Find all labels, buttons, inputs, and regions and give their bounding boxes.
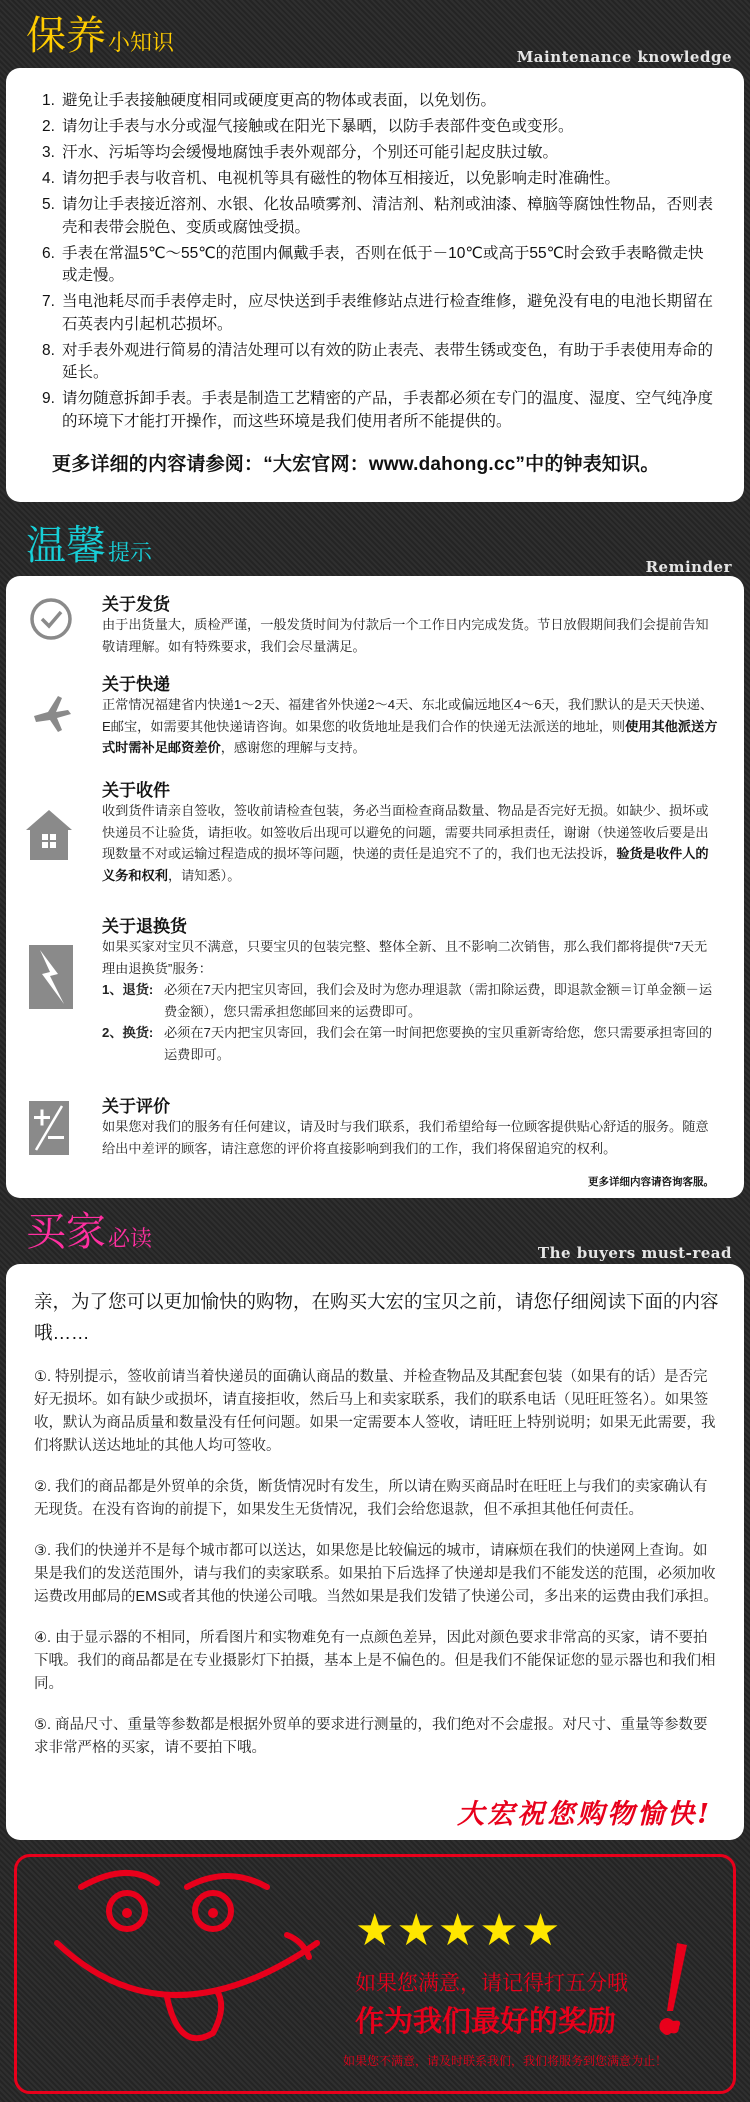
maintenance-header xyxy=(0,8,750,64)
review-block xyxy=(6,1096,744,1172)
reminder-title-en: Reminder xyxy=(645,558,732,576)
shipping-block xyxy=(6,590,744,660)
lightning-bolt-icon xyxy=(28,944,74,1010)
returns-intro: 如果买家对宝贝不满意，只要宝贝的包装完整、整体全新、且不影响二次销售，那么我们都将提供“7天无理由退换货”服务： xyxy=(102,939,708,976)
item-text: 请勿把手表与收音机、电视机等具有磁性的物体互相接近，以免影响走时准确性。 xyxy=(62,170,621,187)
buyers-title-en: The buyers must-read xyxy=(537,1244,732,1262)
item-text: 请勿随意拆卸手表。手表是制造工艺精密的产品，手表都必须在专门的温度、湿度、空气纯净度的环境下才能打开操作，而这些环境是我们使用者所不能提供的。 xyxy=(62,390,714,430)
reminder-header xyxy=(0,518,750,574)
shipping-title: 关于发货 xyxy=(102,595,170,614)
item-number: 2. xyxy=(42,118,55,135)
receipt-body-end: ，请知悉）。 xyxy=(167,867,241,883)
more-info-link-text: 更多详细的内容请参阅：“大宏官网：www.dahong.cc”中的钟表知识。 xyxy=(52,454,660,475)
list-item xyxy=(42,168,716,191)
contact-us-note: 如果您不满意，请及时联系我们，我们将服务到您满意为止！ xyxy=(343,2054,668,2068)
rating-banner xyxy=(14,1854,736,2094)
receipt-body-highlight: 验货是收件人的义务和权利 xyxy=(102,846,709,883)
refund-text: 必须在7天内把宝贝寄回，我们会及时为您办理退款（需扣除运费，即退款金额＝订单金额－运费金额），您只需承担您邮回来的运费即可。 xyxy=(164,982,713,1019)
buyers-paragraph: ①. 特别提示，签收前请当着快递员的面确认商品的数量、并检查物品及其配套包装（如果有的话）是否完好无损坏。如有缺少或损坏，请直接拒收，然后马上和卖家联系，我们的联系电话（见旺旺签名）。如果签收，默认为商品质量和数量没有任何问题。如果一定需要本人签收，请旺旺上特别说明；如果无此需要，我们将默认送达地址的其他人均可签收。 xyxy=(34,1369,716,1454)
star-icon: ★ xyxy=(396,1906,436,1955)
maintenance-list xyxy=(42,90,716,433)
exclamation-icon xyxy=(653,1941,693,2041)
shipping-body: 由于出货量大，质检严谨，一般发货时间为付款后一个工作日内完成发货。节日放假期间我们会提前告知敬请理解。如有特殊要求，我们会尽量满足。 xyxy=(102,617,709,654)
returns-body xyxy=(102,936,718,1065)
returns-item-exchange xyxy=(102,1022,718,1065)
item-number: 4. xyxy=(42,170,55,187)
buyers-paragraph: ④. 由于显示器的不相同，所看图片和实物难免有一点颜色差异，因此对颜色要求非常高的买家，请不要拍下哦。我们的商品都是在专业摄影灯下拍摄，基本上是不偏色的。但是我们不能保证您的显示器也和我们相同。 xyxy=(34,1630,716,1692)
list-item xyxy=(42,388,716,433)
returns-block xyxy=(6,914,744,1064)
buyers-title-big: 买家 xyxy=(26,1209,106,1255)
returns-title: 关于退换货 xyxy=(102,917,187,936)
buyers-paragraph: ②. 我们的商品都是外贸单的余货，断货情况时有发生，所以请在购买商品时在旺旺上与我们的卖家确认有无现货。在没有咨询的前提下，如果发生无货情况，我们会给您退款，但不承担其他任何责任。 xyxy=(34,1479,708,1518)
maintenance-title-small: 小知识 xyxy=(108,31,175,56)
returns-item-refund xyxy=(102,979,718,1022)
buyers-title-small: 必读 xyxy=(108,1227,153,1252)
item-number: 5. xyxy=(42,196,55,213)
review-title: 关于评价 xyxy=(102,1097,170,1116)
list-item xyxy=(42,142,716,165)
star-icon: ★ xyxy=(355,1906,395,1955)
exchange-label: 2、换货: xyxy=(102,1025,154,1040)
receipt-block xyxy=(6,778,744,898)
buyers-paragraph: ⑤. 商品尺寸、重量等参数都是根据外贸单的要求进行测量的，我们绝对不会虚报。对尺寸、重量等参数要求非常严格的买家，请不要拍下哦。 xyxy=(34,1717,708,1756)
list-item xyxy=(42,340,716,385)
item-text: 请勿让手表接近溶剂、水银、化妆品喷雾剂、清洁剂、粘剂或油漆、樟脑等腐蚀性物品，否则表壳和表带会脱色、变质或腐蚀受损。 xyxy=(62,196,714,236)
list-item xyxy=(42,194,716,239)
item-number: 7. xyxy=(42,293,55,310)
checkmark-circle-icon xyxy=(28,596,74,642)
maintenance-title-en: Maintenance knowledge xyxy=(516,48,732,66)
refund-label: 1、退货: xyxy=(102,982,154,997)
buyers-header xyxy=(0,1204,750,1260)
plus-minus-icon xyxy=(28,1100,70,1156)
buyers-intro: 亲，为了您可以更加愉快的购物，在购买大宏的宝贝之前，请您仔细阅读下面的内容哦…… xyxy=(34,1291,719,1343)
item-number: 8. xyxy=(42,341,55,359)
reminder-title-small: 提示 xyxy=(108,541,153,566)
item-text: 当电池耗尽而手表停走时，应尽快送到手表维修站点进行检查维修，避免没有电的电池长期留在石英表内引起机芯损坏。 xyxy=(62,293,714,333)
reminder-card xyxy=(6,576,744,1198)
item-number: 3. xyxy=(42,144,55,161)
airplane-icon xyxy=(28,690,74,736)
express-body-highlight: 使用其他派送方式时需补足邮资差价 xyxy=(102,718,718,755)
express-block xyxy=(6,672,744,772)
item-text: 汗水、污垢等均会缓慢地腐蚀手表外观部分，个别还可能引起皮肤过敏。 xyxy=(62,144,559,161)
item-number: 6. xyxy=(42,244,55,262)
maintenance-title-big: 保养 xyxy=(26,13,106,59)
list-item xyxy=(42,116,716,139)
receipt-body-text: 收到货件请亲自签收，签收前请检查包装，务必当面检查商品数量、物品是否完好无损。如缺少、损坏或快递员不让验货，请拒收。如签收后出现可以避免的问题，需要共同承担责任，谢谢（快递签收后要是出现数量不对或运输过程造成的损坏等问题，快递的责任是追究不了的，我们也无法投诉， xyxy=(102,803,709,861)
express-body-end: ，感谢您的理解与支持。 xyxy=(220,740,366,755)
item-text: 手表在常温5℃～55℃的范围内佩戴手表，否则在低于－10℃或高于55℃时会致手表略微走快或走慢。 xyxy=(62,244,704,284)
five-star-rating xyxy=(355,1906,562,1955)
item-number: 9. xyxy=(42,390,55,407)
item-text: 避免让手表接触硬度相同或硬度更高的物体或表面，以免划伤。 xyxy=(62,92,497,109)
list-item xyxy=(42,90,716,113)
list-item xyxy=(42,291,716,336)
star-icon: ★ xyxy=(520,1906,561,1955)
receipt-body xyxy=(102,800,718,886)
star-icon: ★ xyxy=(479,1906,519,1955)
rating-prompt: 如果您满意，请记得打五分哦 xyxy=(355,1972,628,1995)
express-title: 关于快递 xyxy=(102,675,170,694)
buyers-card xyxy=(6,1264,744,1840)
buyers-paragraph: ③. 我们的快递并不是每个城市都可以送达，如果您是比较偏远的城市，请麻烦在我们的快递网上查询。如果是我们的发送范围外，请与我们的卖家联系。如果拍下后选择了快递却是我们不能发送的范围，必须加收运费改用邮局的EMS或者其他的快递公司哦。当然如果是我们发错了快递公司，多出来的运费由我们承担。 xyxy=(34,1543,718,1605)
more-info-note: 更多详细内容请咨询客服。 xyxy=(588,1176,714,1188)
item-number: 1. xyxy=(42,92,55,109)
smiley-face-icon xyxy=(17,1857,347,2091)
star-icon: ★ xyxy=(437,1906,478,1955)
item-text: 对手表外观进行简易的清洁处理可以有效的防止表壳、表带生锈或变色，有助于手表使用寿命的延长。 xyxy=(62,341,714,381)
list-item xyxy=(42,243,716,288)
rating-reward-text: 作为我们最好的奖励 xyxy=(355,2006,617,2038)
house-icon xyxy=(24,808,74,862)
item-text: 请勿让手表与水分或湿气接触或在阳光下暴晒，以防手表部件变色或变形。 xyxy=(62,118,574,135)
maintenance-card xyxy=(6,68,744,502)
review-body: 如果您对我们的服务有任何建议，请及时与我们联系，我们希望给每一位顾客提供贴心舒适的服务。随意给出中差评的顾客，请注意您的评价将直接影响到我们的工作，我们将保留追究的权利。 xyxy=(102,1119,709,1156)
express-body-text: 正常情况福建省内快递1～2天、福建省外快递2～4天、东北或偏远地区4～6天，我们默认的是天天快递、E邮宝，如需要其他快递请咨询。如果您的收货地址是我们合作的快递无法派送的地址，则 xyxy=(102,697,714,734)
reminder-title-big: 温馨 xyxy=(26,523,106,569)
shopping-slogan: 大宏祝您购物愉快! xyxy=(457,1799,712,1830)
express-body xyxy=(102,694,718,759)
receipt-title: 关于收件 xyxy=(102,781,170,800)
exchange-text: 必须在7天内把宝贝寄回，我们会在第一时间把您要换的宝贝重新寄给您，您只需要承担寄回的运费即可。 xyxy=(164,1025,713,1062)
